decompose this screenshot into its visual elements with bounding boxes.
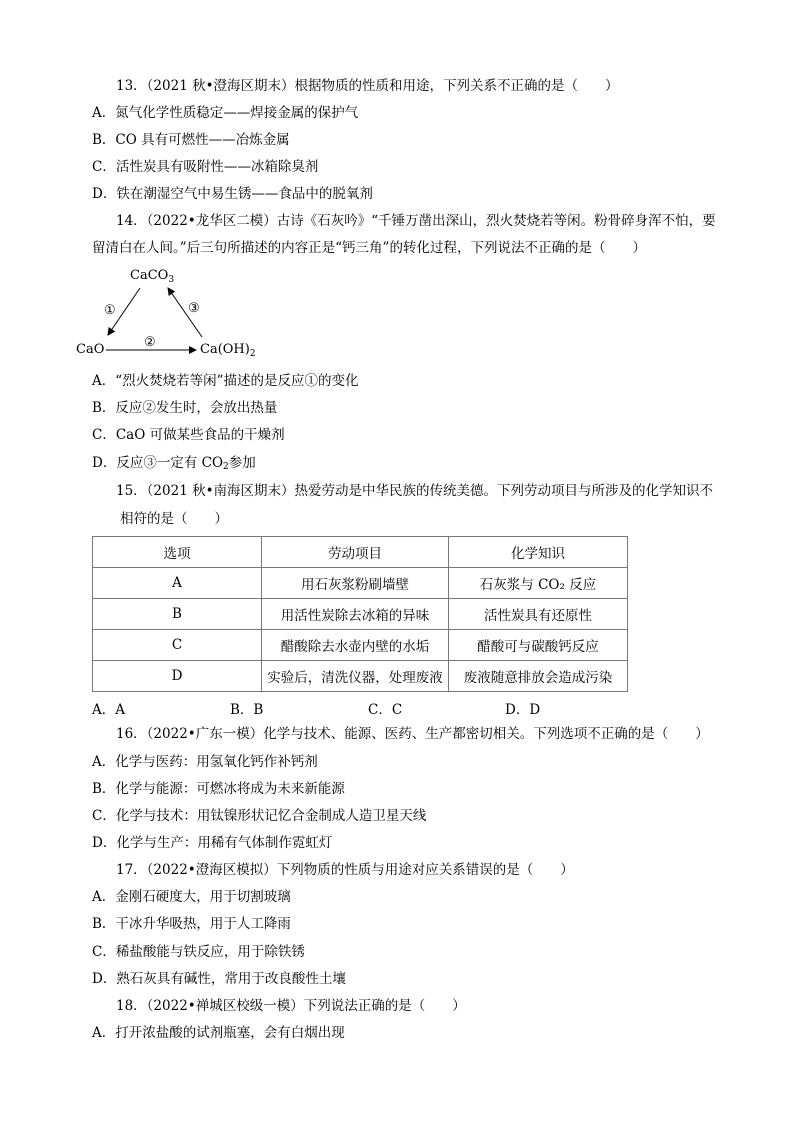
- q17-option-a: A．金刚石硬度大，用于切割玻璃: [92, 889, 291, 905]
- table-cell: 用活性炭除去冰箱的异味: [262, 599, 449, 630]
- table-cell: B: [93, 599, 262, 630]
- q15-answer-b: B．B: [230, 702, 264, 718]
- table-cell: A: [93, 568, 262, 599]
- table-cell: 醋酸可与碳酸钙反应: [449, 630, 628, 661]
- q15-answer-a: A．A: [92, 702, 125, 718]
- q14-option-a: A．“烈火焚烧若等闲”描述的是反应①的变化: [92, 373, 359, 389]
- q14-option-d: D．反应③一定有 $CO_2$参加: [92, 455, 256, 472]
- table-cell: D: [93, 661, 262, 692]
- table-cell: 醋酸除去水壶内壁的水垢: [262, 630, 449, 661]
- q14-option-b: B．反应②发生时，会放出热量: [92, 400, 278, 416]
- table-cell: C: [93, 630, 262, 661]
- q17-option-c: C．稀盐酸能与铁反应，用于除铁锈: [92, 944, 305, 960]
- q14-option-c: C．CaO 可做某些食品的干燥剂: [92, 427, 285, 443]
- q17-option-b: B．干冰升华吸热，用于人工降雨: [92, 916, 291, 932]
- q17-stem: 17．（2022•澄海区模拟）下列物质的性质与用途对应关系错误的是（ ）: [116, 862, 574, 878]
- diagram-node-caco3: CaCO$_3$: [130, 268, 175, 285]
- q16-option-d: D．化学与生产：用稀有气体制作霓虹灯: [92, 835, 333, 851]
- q17-option-d: D．熟石灰具有碱性，常用于改良酸性土壤: [92, 971, 346, 987]
- q15-stem-line1: 15．（2021 秋•南海区期末）热爱劳动是中华民族的传统美德。下列劳动项目与所涉及的化学知识不: [116, 483, 714, 499]
- table-cell: 活性炭具有还原性: [449, 599, 628, 630]
- table-cell: 实验后，清洗仪器，处理废液: [262, 661, 449, 692]
- diagram-node-cao: CaO: [76, 342, 105, 357]
- q13-option-a: A．氮气化学性质稳定——焊接金属的保护气: [92, 105, 359, 121]
- q16-option-c: C．化学与技术：用钛镍形状记忆合金制成人造卫星天线: [92, 808, 427, 824]
- q13-option-b: B．CO 具有可燃性——冶炼金属: [92, 132, 290, 148]
- q15-stem-line2: 相符的是（ ）: [120, 511, 228, 527]
- table-cell: 用石灰浆粉刷墙壁: [262, 568, 449, 599]
- table-row: [93, 630, 628, 661]
- table-row: [93, 661, 628, 692]
- label-reaction-1: ①: [104, 303, 116, 318]
- diagram-node-caoh2: $Ca(OH)_2$: [200, 342, 256, 359]
- q15-answer-c: C．C: [368, 702, 403, 718]
- labor-chemistry-table: [92, 536, 628, 692]
- label-reaction-2: ②: [144, 335, 156, 350]
- q18-stem: 18．（2022•禅城区校级一模）下列说法正确的是（ ）: [116, 998, 466, 1014]
- table-header: 劳动项目: [262, 537, 449, 568]
- table-cell: 废液随意排放会造成污染: [449, 661, 628, 692]
- table-header: 化学知识: [449, 537, 628, 568]
- q16-option-a: A．化学与医药：用氢氧化钙作补钙剂: [92, 754, 318, 770]
- q16-option-b: B．化学与能源：可燃冰将成为未来新能源: [92, 781, 345, 797]
- q15-answer-d: D．D: [505, 702, 541, 718]
- q14-stem-line2: 留清白在人间。”后三句所描述的内容正是“钙三角”的转化过程，下列说法不正确的是（ ）: [92, 240, 646, 256]
- table-cell: 石灰浆与 CO₂ 反应: [449, 568, 628, 599]
- q13-option-d: D．铁在潮湿空气中易生锈——食品中的脱氧剂: [92, 186, 373, 202]
- table-row: [93, 568, 628, 599]
- calcium-triangle-diagram: [72, 262, 272, 362]
- q13-stem: 13．（2021 秋•澄海区期末）根据物质的性质和用途，下列关系不正确的是（ ）: [116, 78, 619, 94]
- table-header: 选项: [93, 537, 262, 568]
- q13-option-c: C．活性炭具有吸附性——冰箱除臭剂: [92, 159, 319, 175]
- label-reaction-3: ③: [188, 301, 200, 316]
- table-header-row: [93, 537, 628, 568]
- q18-option-a: A．打开浓盐酸的试剂瓶塞，会有白烟出现: [92, 1025, 345, 1041]
- table-row: [93, 599, 628, 630]
- q14-stem-line1: 14．（2022•龙华区二模）古诗《石灰吟》“千锤万凿出深山，烈火焚烧若等闲。粉骨碎身浑不怕，要: [116, 213, 716, 229]
- q16-stem: 16．（2022•广东一模）化学与技术、能源、医药、生产都密切相关。下列选项不正确的是（ ）: [116, 726, 709, 742]
